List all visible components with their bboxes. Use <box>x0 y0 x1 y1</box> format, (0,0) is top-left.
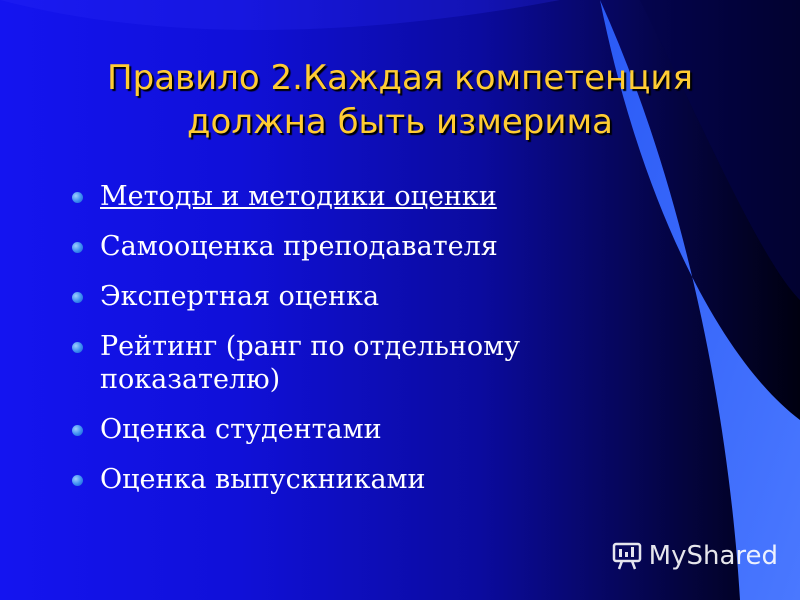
bullet-text: Рейтинг (ранг по отдельному показателю) <box>100 331 521 395</box>
title-line-2: должна быть измерима <box>187 102 613 142</box>
list-item[interactable] <box>72 180 572 213</box>
bullet-list <box>72 180 572 513</box>
bullet-text: Самооценка преподавателя <box>100 231 498 262</box>
watermark-text: MyShared <box>648 541 778 571</box>
bullet-text: Оценка выпускниками <box>100 464 426 495</box>
title-line-1: Правило 2.Каждая компетенция <box>107 58 693 98</box>
bullet-icon <box>72 292 83 303</box>
slide-title <box>60 56 740 144</box>
list-item <box>72 280 572 313</box>
list-item <box>72 413 572 446</box>
bullet-icon <box>72 425 83 436</box>
watermark <box>611 540 778 572</box>
bullet-icon <box>72 192 83 203</box>
bullet-icon <box>72 242 83 253</box>
bullet-text: Оценка студентами <box>100 414 382 445</box>
bullet-icon <box>72 342 83 353</box>
list-item <box>72 463 572 496</box>
list-item <box>72 230 572 263</box>
presentation-screen-icon <box>611 540 643 572</box>
bullet-icon <box>72 475 83 486</box>
list-item <box>72 330 572 396</box>
bullet-text: Экспертная оценка <box>100 281 380 312</box>
bullet-link-methods[interactable]: Методы и методики оценки <box>100 181 497 212</box>
